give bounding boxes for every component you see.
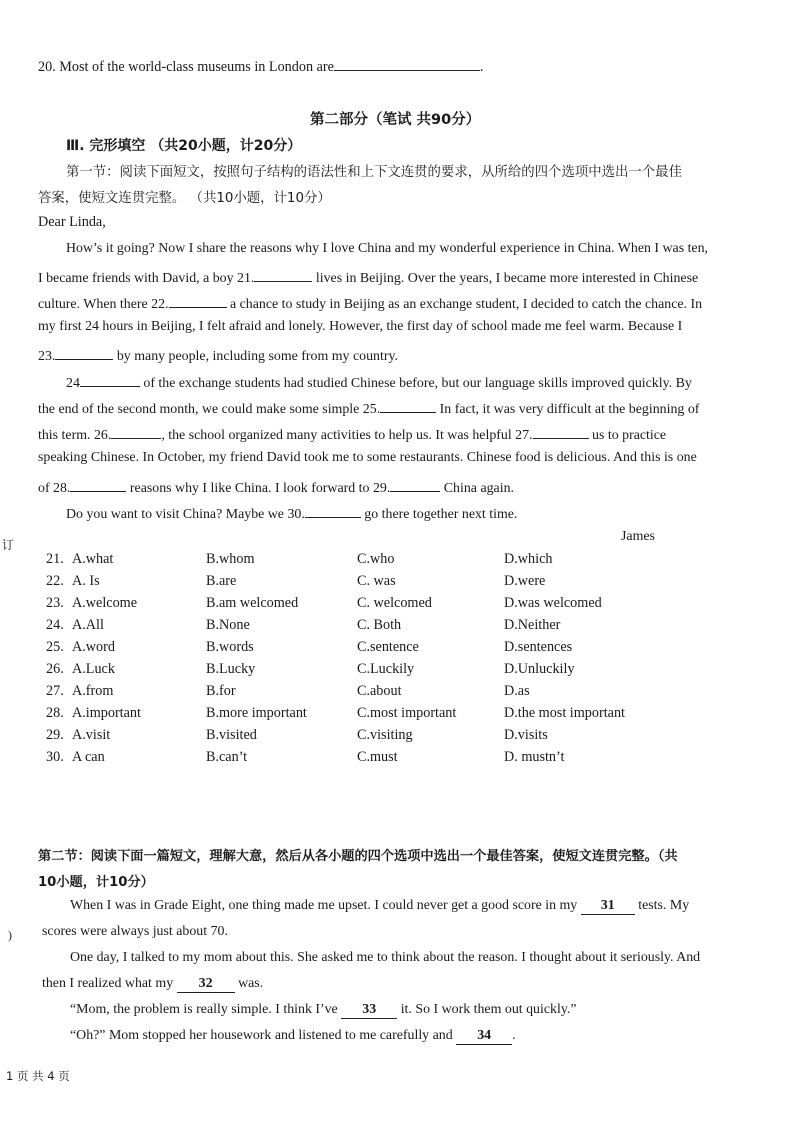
question-number: 24.	[46, 617, 64, 633]
question-number: 22.	[46, 573, 64, 589]
question-number: 21.	[46, 551, 64, 567]
blank-25	[380, 398, 436, 413]
options-list	[0, 551, 793, 771]
text: of 28.	[38, 481, 71, 496]
text: “Oh?” Mom stopped her housework and listened to me carefully and	[70, 1028, 453, 1043]
text: China again.	[443, 481, 515, 496]
option-d: D.Unluckily	[504, 661, 575, 677]
option-b: B.Lucky	[206, 661, 256, 677]
part2-heading: 第二部分（笔试 共90分）	[310, 112, 481, 128]
option-row	[0, 573, 793, 594]
option-row	[0, 661, 793, 682]
option-d: D.as	[504, 683, 530, 699]
option-d: D.sentences	[504, 639, 573, 655]
option-a: A.Luck	[72, 661, 115, 677]
option-b: B.am welcomed	[206, 595, 299, 611]
blank-27	[533, 424, 589, 439]
option-b: B.None	[206, 617, 250, 633]
option-a: A.important	[72, 705, 141, 721]
blank-30	[305, 503, 361, 518]
option-b: B.for	[206, 683, 236, 699]
blank-26	[111, 424, 161, 439]
blank-23	[55, 345, 113, 360]
blank-34: 34	[456, 1028, 512, 1045]
text: In fact, it was very difficult at the beginning of	[439, 402, 700, 417]
text: lives in Beijing. Over the years, I became more interested in Chinese	[315, 271, 699, 286]
option-b: B.more important	[206, 705, 307, 721]
letter-p1-line1: How’s it going? Now I share the reasons why I love China and my wonderful experience in China. When I was ten,	[66, 241, 709, 256]
binding-mark: 订	[2, 538, 15, 552]
option-c: C. welcomed	[357, 595, 432, 611]
question-number: 29.	[46, 727, 64, 743]
option-d: D.Neither	[504, 617, 561, 633]
blank-22	[169, 293, 227, 308]
option-b: B.visited	[206, 727, 257, 743]
question-number: 27.	[46, 683, 64, 699]
option-row	[0, 595, 793, 616]
option-c: C. Both	[357, 617, 402, 633]
text: then I realized what my	[42, 976, 174, 991]
option-d: D.visits	[504, 727, 548, 743]
page-number-footer: 1 页 共 4 页	[6, 1069, 70, 1083]
part2-instruction-line2: 10小题，计10分）	[38, 875, 154, 890]
blank-21	[254, 267, 312, 282]
option-d: D.were	[504, 573, 546, 589]
option-row	[0, 639, 793, 660]
text: us to practice	[592, 428, 667, 443]
text: “Mom, the problem is really simple. I think I’ve	[70, 1002, 338, 1017]
option-d: D.which	[504, 551, 553, 567]
text: it. So I work them out quickly.”	[400, 1002, 577, 1017]
option-c: C.must	[357, 749, 398, 765]
option-a: A.welcome	[72, 595, 138, 611]
letter-p1-line2	[38, 267, 698, 287]
blank-29	[390, 477, 440, 492]
text: by many people, including some from my country.	[116, 349, 398, 364]
option-d: D.was welcomed	[504, 595, 602, 611]
option-a: A. Is	[72, 573, 100, 589]
option-c: C.Luckily	[357, 661, 415, 677]
option-row	[0, 551, 793, 572]
option-c: C.sentence	[357, 639, 419, 655]
option-c: C. was	[357, 573, 396, 589]
passage2-line1	[70, 898, 689, 915]
passage2-line3: One day, I talked to my mom about this. She asked me to think about the reason. I thought about it seriously. And	[70, 950, 701, 965]
letter-p2-line2	[38, 398, 699, 418]
blank-28	[70, 477, 126, 492]
passage2-line2: scores were always just about 70.	[42, 924, 228, 939]
text: culture. When there 22.	[38, 297, 169, 312]
option-row	[0, 749, 793, 770]
text: 24	[66, 376, 80, 391]
question-20	[38, 56, 483, 76]
option-row	[0, 617, 793, 638]
option-a: A can	[72, 749, 105, 765]
text: , the school organized many activities to help us. It was helpful 27.	[161, 428, 533, 443]
question-20-text: 20. Most of the world-class museums in London are	[38, 59, 334, 75]
margin-mark: )	[8, 928, 12, 942]
option-c: C.who	[357, 551, 395, 567]
option-d: D.the most important	[504, 705, 625, 721]
letter-greeting: Dear Linda,	[38, 214, 106, 230]
text: reasons why I like China. I look forward to 29.	[129, 481, 391, 496]
part1-instruction-line1: 第一节：阅读下面短文，按照句子结构的语法性和上下文连贯的要求，从所给的四个选项中选出一个最佳	[66, 165, 682, 180]
question-20-tail: .	[479, 59, 484, 75]
text: the end of the second month, we could make some simple 25.	[38, 402, 381, 417]
text: I became friends with David, a boy 21.	[38, 271, 255, 286]
option-b: B.can’t	[206, 749, 248, 765]
letter-p1-line4: my first 24 hours in Beijing, I felt afraid and lonely. However, the first day of school made me feel warm. Because I	[38, 319, 683, 334]
question-number: 30.	[46, 749, 64, 765]
question-number: 28.	[46, 705, 64, 721]
letter-p3	[66, 503, 517, 523]
option-c: C.about	[357, 683, 402, 699]
option-b: B.words	[206, 639, 254, 655]
text: a chance to study in Beijing as an exchange student, I decided to catch the chance. In	[229, 297, 703, 312]
passage2-line5	[70, 1002, 577, 1019]
option-a: A.word	[72, 639, 115, 655]
text: this term. 26.	[38, 428, 112, 443]
option-row	[0, 705, 793, 726]
letter-p2-line3	[38, 424, 666, 444]
text: .	[512, 1028, 516, 1043]
letter-p2-line5	[38, 477, 514, 497]
text: was.	[238, 976, 264, 991]
part2-instruction-line1: 第二节：阅读下面一篇短文，理解大意，然后从各小题的四个选项中选出一个最佳答案，使短文连贯完整。（共	[38, 849, 678, 864]
text: Do you want to visit China? Maybe we 30.	[66, 507, 305, 522]
letter-p1-line3	[38, 293, 702, 313]
text: go there together next time.	[364, 507, 518, 522]
letter-p1-line5	[38, 345, 398, 365]
blank-33: 33	[341, 1002, 397, 1019]
question-number: 25.	[46, 639, 64, 655]
answer-blank	[334, 56, 480, 71]
question-number: 23.	[46, 595, 64, 611]
letter-p2-line1	[66, 372, 692, 392]
blank-31: 31	[581, 898, 635, 915]
blank-32: 32	[177, 976, 235, 993]
option-a: A.what	[72, 551, 114, 567]
option-b: B.are	[206, 573, 237, 589]
option-d: D. mustn’t	[504, 749, 565, 765]
option-a: A.from	[72, 683, 114, 699]
section3-title: Ⅲ. 完形填空 （共20小题，计20分）	[66, 138, 302, 154]
text: When I was in Grade Eight, one thing made me upset. I could never get a good score in my	[70, 898, 578, 913]
option-row	[0, 727, 793, 748]
text: 23.	[38, 349, 56, 364]
text: of the exchange students had studied Chinese before, but our language skills improved quickly. By	[143, 376, 692, 391]
letter-signature: James	[621, 529, 655, 544]
blank-24	[80, 372, 140, 387]
part1-instruction-line2: 答案，使短文连贯完整。 （共10小题，计10分）	[38, 191, 331, 206]
letter-p2-line4: speaking Chinese. In October, my friend David took me to some restaurants. Chinese food is delicious. And this is one	[38, 450, 697, 465]
option-row	[0, 683, 793, 704]
passage2-line4	[42, 976, 263, 993]
text: tests. My	[638, 898, 690, 913]
option-c: C.most important	[357, 705, 457, 721]
question-number: 26.	[46, 661, 64, 677]
option-a: A.visit	[72, 727, 111, 743]
option-a: A.All	[72, 617, 104, 633]
option-c: C.visiting	[357, 727, 413, 743]
option-b: B.whom	[206, 551, 255, 567]
passage2-line6	[70, 1028, 516, 1045]
